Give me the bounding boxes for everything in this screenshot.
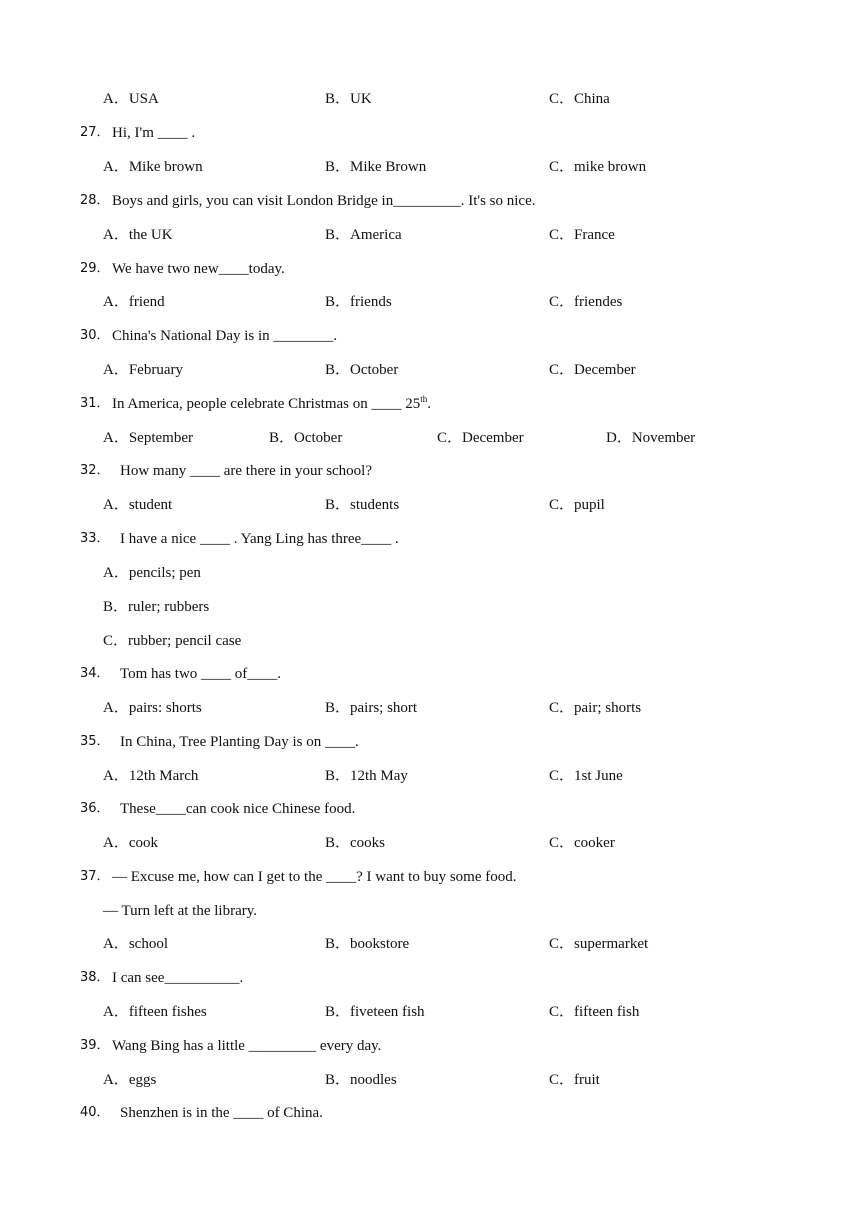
question-text: Shenzhen is in the ____ of China. [120,1105,323,1121]
option-c: C．rubber; pencil case [103,633,242,649]
option-a: A．fifteen fishes [103,1004,207,1020]
option-a: A．the UK [103,227,173,243]
option-c: C．France [549,227,615,243]
option-c: C．supermarket [549,936,649,952]
q28-options [0,224,860,246]
q33-option-b [0,596,860,618]
option-b: B．friends [325,294,392,310]
q31-stem [0,393,860,415]
question-number: 38． [80,970,110,985]
option-a: A．Mike brown [103,159,203,175]
question-text: Tom has two ____ of____. [120,666,282,682]
q39-options [0,1069,860,1091]
question-text: Boys and girls, you can visit London Bridge in_________. It's so nice. [112,193,536,209]
q37-stem [0,866,860,888]
option-b: B．October [325,362,399,378]
q32-options [0,494,860,516]
q40-stem [0,1102,860,1124]
question-text: In China, Tree Planting Day is on ____. [120,734,359,750]
q31-options [0,427,860,449]
q36-stem [0,798,860,820]
option-b: B．fiveteen fish [325,1004,425,1020]
option-c: C．China [549,91,610,107]
q29-options [0,291,860,313]
q38-stem [0,967,860,989]
q30-options [0,359,860,381]
question-number: 30． [80,328,110,343]
option-c: C．friendes [549,294,623,310]
option-c: C．December [437,430,524,446]
q32-stem [0,460,860,482]
option-b: B．pairs; short [325,700,418,716]
q30-stem [0,325,860,347]
option-a: A．school [103,936,168,952]
q33-option-a [0,562,860,584]
option-c: C．December [549,362,636,378]
option-b: B．12th May [325,768,408,784]
q37-options [0,933,860,955]
q33-stem [0,528,860,550]
question-text: I can see__________. [112,970,244,986]
q35-options [0,765,860,787]
q39-stem [0,1035,860,1057]
question-text: These____can cook nice Chinese food. [120,801,356,817]
q35-stem [0,731,860,753]
option-a: A．eggs [103,1072,157,1088]
option-c: C．1st June [549,768,623,784]
option-a: A．pairs: shorts [103,700,202,716]
option-c: C．fruit [549,1072,600,1088]
q27-options [0,156,860,178]
question-text: In America, people celebrate Christmas on ____ 25th. [112,394,432,412]
option-a: A．September [103,430,193,446]
option-b: B．America [325,227,402,243]
question-text: China's National Day is in ________. [112,328,338,344]
question-text: How many ____ are there in your school? [120,463,373,479]
q34-options [0,697,860,719]
question-number: 33． [80,531,110,546]
option-b: B．bookstore [325,936,410,952]
q34-stem [0,663,860,685]
question-number: 39． [80,1038,110,1053]
question-text: Wang Bing has a little _________ every day. [112,1038,382,1054]
question-number: 37． [80,869,110,884]
q36-options [0,832,860,854]
q29-stem [0,258,860,280]
option-c: C．cooker [549,835,615,851]
question-number: 32． [80,463,110,478]
question-number: 36． [80,801,110,816]
option-d: D．November [606,430,696,446]
question-text: Hi, I'm ____ . [112,125,196,141]
option-c: C．fifteen fish [549,1004,640,1020]
option-b: B．UK [325,91,372,107]
option-b: B．noodles [325,1072,397,1088]
option-b: B．October [269,430,343,446]
option-a: A．cook [103,835,158,851]
question-number: 34． [80,666,110,681]
q26-options [0,88,860,110]
option-c: C．pair; shorts [549,700,642,716]
option-a: A．12th March [103,768,199,784]
q28-stem [0,190,860,212]
q38-options [0,1001,860,1023]
question-number: 28． [80,193,110,208]
question-number: 31． [80,396,110,411]
option-c: C．pupil [549,497,605,513]
option-a: A．USA [103,91,159,107]
option-b: B．students [325,497,400,513]
question-text-reply: — Turn left at the library. [103,903,258,919]
question-text: — Excuse me, how can I get to the ____? I want to buy some food. [112,869,517,885]
q33-option-c [0,630,860,652]
question-text: I have a nice ____ . Yang Ling has three____ . [120,531,399,547]
option-b: B．Mike Brown [325,159,427,175]
question-number: 29． [80,261,110,276]
option-a: A．friend [103,294,165,310]
q37-stem-line2 [0,900,860,922]
option-a: A．student [103,497,173,513]
superscript-th: th [420,394,428,404]
option-a: A．pencils; pen [103,565,201,581]
question-text: We have two new____today. [112,261,285,277]
option-b: B．cooks [325,835,386,851]
option-b: B．ruler; rubbers [103,599,210,615]
option-c: C．mike brown [549,159,647,175]
question-number: 40． [80,1105,110,1120]
option-a: A．February [103,362,183,378]
q27-stem [0,122,860,144]
question-number: 35． [80,734,110,749]
question-number: 27． [80,125,110,140]
